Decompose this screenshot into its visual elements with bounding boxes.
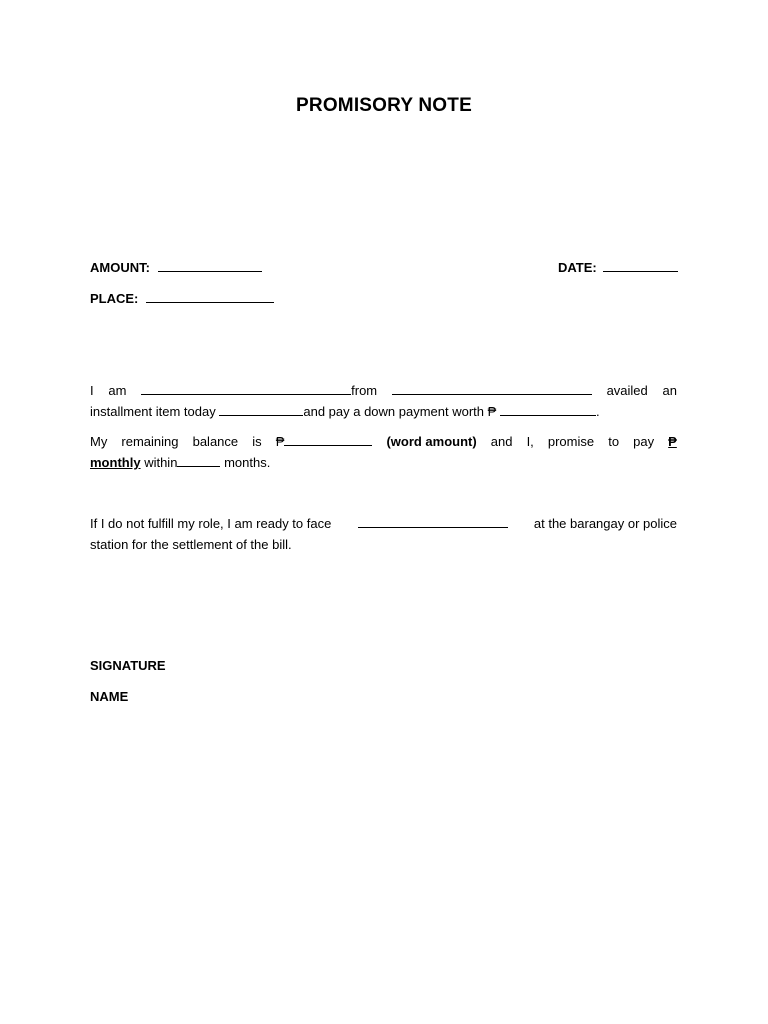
peso-sign: ₱	[275, 434, 285, 449]
paragraph-line	[90, 431, 677, 452]
text-word: My	[90, 434, 108, 449]
text-run: installment item today	[90, 404, 216, 419]
balance-blank[interactable]	[284, 434, 372, 446]
paragraph-line: station for the settlement of the bill.	[90, 537, 292, 552]
paragraph-line	[90, 380, 677, 401]
text-run: and pay a down payment worth	[303, 404, 485, 419]
balance-group	[276, 431, 373, 452]
monthly-label: monthly	[90, 455, 141, 470]
text-word: pay	[633, 434, 655, 449]
text-word: is	[252, 434, 262, 449]
item-date-blank[interactable]	[219, 404, 303, 416]
document-title: PROMISORY NOTE	[296, 95, 472, 116]
text-run: .	[595, 404, 600, 419]
paragraph-line	[90, 401, 677, 422]
buyer-name-group	[141, 380, 377, 401]
word-amount-label: (word amount)	[386, 434, 477, 449]
date-field	[558, 259, 678, 275]
down-payment-blank[interactable]	[500, 404, 596, 416]
text-word: from	[351, 383, 378, 398]
text-word: balance	[192, 434, 239, 449]
amount-blank[interactable]	[158, 259, 262, 272]
paragraph-line	[90, 452, 677, 473]
text-word: availed	[606, 383, 648, 398]
peso-sign: ₱	[668, 434, 677, 449]
signature-label: SIGNATURE	[90, 658, 166, 673]
date-label: DATE:	[558, 260, 597, 275]
paragraph-installment	[90, 380, 677, 422]
date-blank[interactable]	[603, 259, 678, 272]
penalty-blank[interactable]	[358, 516, 508, 528]
text-word: an	[662, 383, 677, 398]
paragraph-penalty	[90, 513, 677, 555]
text-word: am	[108, 383, 127, 398]
text-word: promise	[547, 434, 595, 449]
text-word: and	[490, 434, 513, 449]
text-word: I	[90, 383, 94, 398]
place-label: PLACE:	[90, 291, 139, 306]
buyer-name-blank[interactable]	[141, 383, 351, 395]
amount-label: AMOUNT:	[90, 260, 150, 275]
place-field	[90, 290, 274, 306]
paragraph-line	[90, 513, 677, 534]
text-word: to	[608, 434, 620, 449]
text-run: at the barangay or police	[533, 516, 677, 531]
peso-sign: ₱	[487, 404, 497, 419]
text-run: within	[144, 455, 178, 470]
months-count-blank[interactable]	[177, 455, 220, 467]
text-word: remaining	[121, 434, 179, 449]
seller-name-blank[interactable]	[392, 383, 592, 395]
text-run: If I do not fulfill my role, I am ready to face	[90, 516, 332, 531]
paragraph-balance	[90, 431, 677, 473]
text-run: months.	[224, 455, 271, 470]
text-word: I,	[526, 434, 534, 449]
place-blank[interactable]	[146, 290, 274, 303]
name-label: NAME	[90, 689, 129, 704]
amount-field	[90, 259, 262, 275]
